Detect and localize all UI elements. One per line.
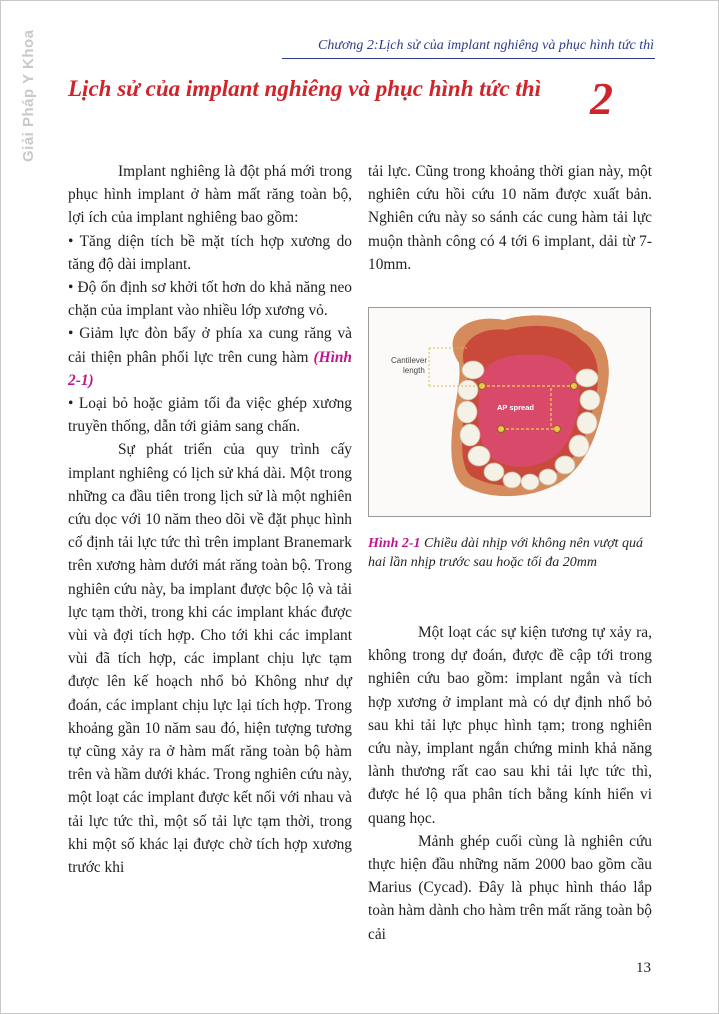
right-column-top: [368, 160, 652, 276]
page-number: 13: [636, 960, 651, 976]
cantilever-label-line2: length: [403, 366, 425, 375]
bullet-item-3: [68, 322, 352, 392]
chapter-title: Lịch sử của implant nghiêng và phục hình tức thì: [68, 76, 541, 101]
side-tab-label: Giải Pháp Y Khoa: [20, 29, 37, 162]
header-rule: [282, 58, 655, 59]
figure-reference: (Hình 2-1): [68, 348, 352, 389]
history-paragraph: Sự phát triển của quy trình cấy implant nghiêng có lịch sử khá dài. Một trong những ca đầu tiên trong lịch sử là một nghiên cứu dọc với 10 năm theo dõi về đặt phục hình cố định tải lực tức thì trên implant Branemark trên xương hàm dưới mát răng toàn bộ. Trong nghiên cứu này, ba implant được bộc lộ và tải lực tạm thời, trong khi các implant khác được vùi và đợi tích hợp. Cho tới khi các implant vùi đã tích hợp, các implant chịu lực tạm được lên kế hoạch nhổ bỏ Không như dự đoán, các implant chịu lực lại tích hợp. Trong khoảng gần 10 năm sau đó, hiện tượng tương tự cũng xảy ra ở hàm mất răng toàn bộ hàm trên và hầm dưới khác. Trong nghiên cứu này, một loạt các implant được kết nối với nhau và tải lực tức thì, một số tải lực tạm thời, trong khi một số khác lại được chờ tích hợp xương trước khi: [68, 441, 352, 877]
dental-arch-illustration: [369, 308, 650, 516]
ap-spread-label: AP spread: [497, 403, 534, 412]
figure-caption-label: Hình 2-1: [368, 536, 421, 551]
intro-paragraph: Implant nghiêng là đột phá mới trong phục hình implant ở hàm mất răng toàn bộ, lợi ích của implant nghiêng bao gồm:: [68, 163, 352, 227]
running-header: Chương 2:Lịch sử của implant nghiêng và phục hình tức thì: [317, 38, 654, 53]
figure-caption-text: Chiều dài nhịp với không nên vượt quá hai lần nhịp trước sau hoặc tối đa 20mm: [368, 536, 643, 570]
events-paragraph: Một loạt các sự kiện tương tự xảy ra, không trong dự đoán, được đề cập tới trong nghiên cứu bao gồm: implant ngắn và tích hợp xương ở implant mà có dự định nhổ bỏ sau khi tải lực phục hình tạm; trong nghiên cứu này, implant ngắn chứng minh khả năng lành thương rất cao sau khi tải lực tức thì, được hé lộ qua phân tích bằng kính hiển vi quang học.: [368, 624, 652, 827]
bullet-item-3-text: • Giảm lực đòn bẩy ở phía xa cung răng và cải thiện phân phối lực trên cung hàm: [68, 325, 352, 366]
chapter-number: 2: [590, 73, 613, 124]
cantilever-label-line1: Cantilever: [391, 356, 428, 365]
figure-caption: [368, 534, 652, 572]
bullet-item-4: • Loại bỏ hoặc giảm tối đa việc ghép xương truyền thống, dẫn tới giảm sang chấn.: [68, 395, 352, 436]
figure-dental-arch: [368, 307, 651, 517]
continued-paragraph: tải lực. Cũng trong khoảng thời gian này, một nghiên cứu hồi cứu 10 năm được xuất bản. Nghiên cứu này so sánh các cung hàm tải lực muộn thành công có 4 tới 6 implant, dải từ 7-10mm.: [368, 163, 652, 273]
bullet-item-1: • Tăng diện tích bề mặt tích hợp xương do tăng độ dài implant.: [68, 232, 352, 273]
left-column: [68, 160, 352, 879]
final-paragraph: Mảnh ghép cuối cùng là nghiên cứu thực hiện đầu những năm 2000 bao gồm cầu Marius (Cycad). Đây là phục hình tháo lắp toàn hàm dành cho hàm trên mất răng toàn bộ cải: [368, 832, 652, 943]
bullet-item-2: • Độ ổn định sơ khởi tốt hơn do khả năng neo chặn của implant vào nhiều lớp xương vỏ.: [68, 279, 352, 320]
right-column-bottom: [368, 621, 652, 946]
